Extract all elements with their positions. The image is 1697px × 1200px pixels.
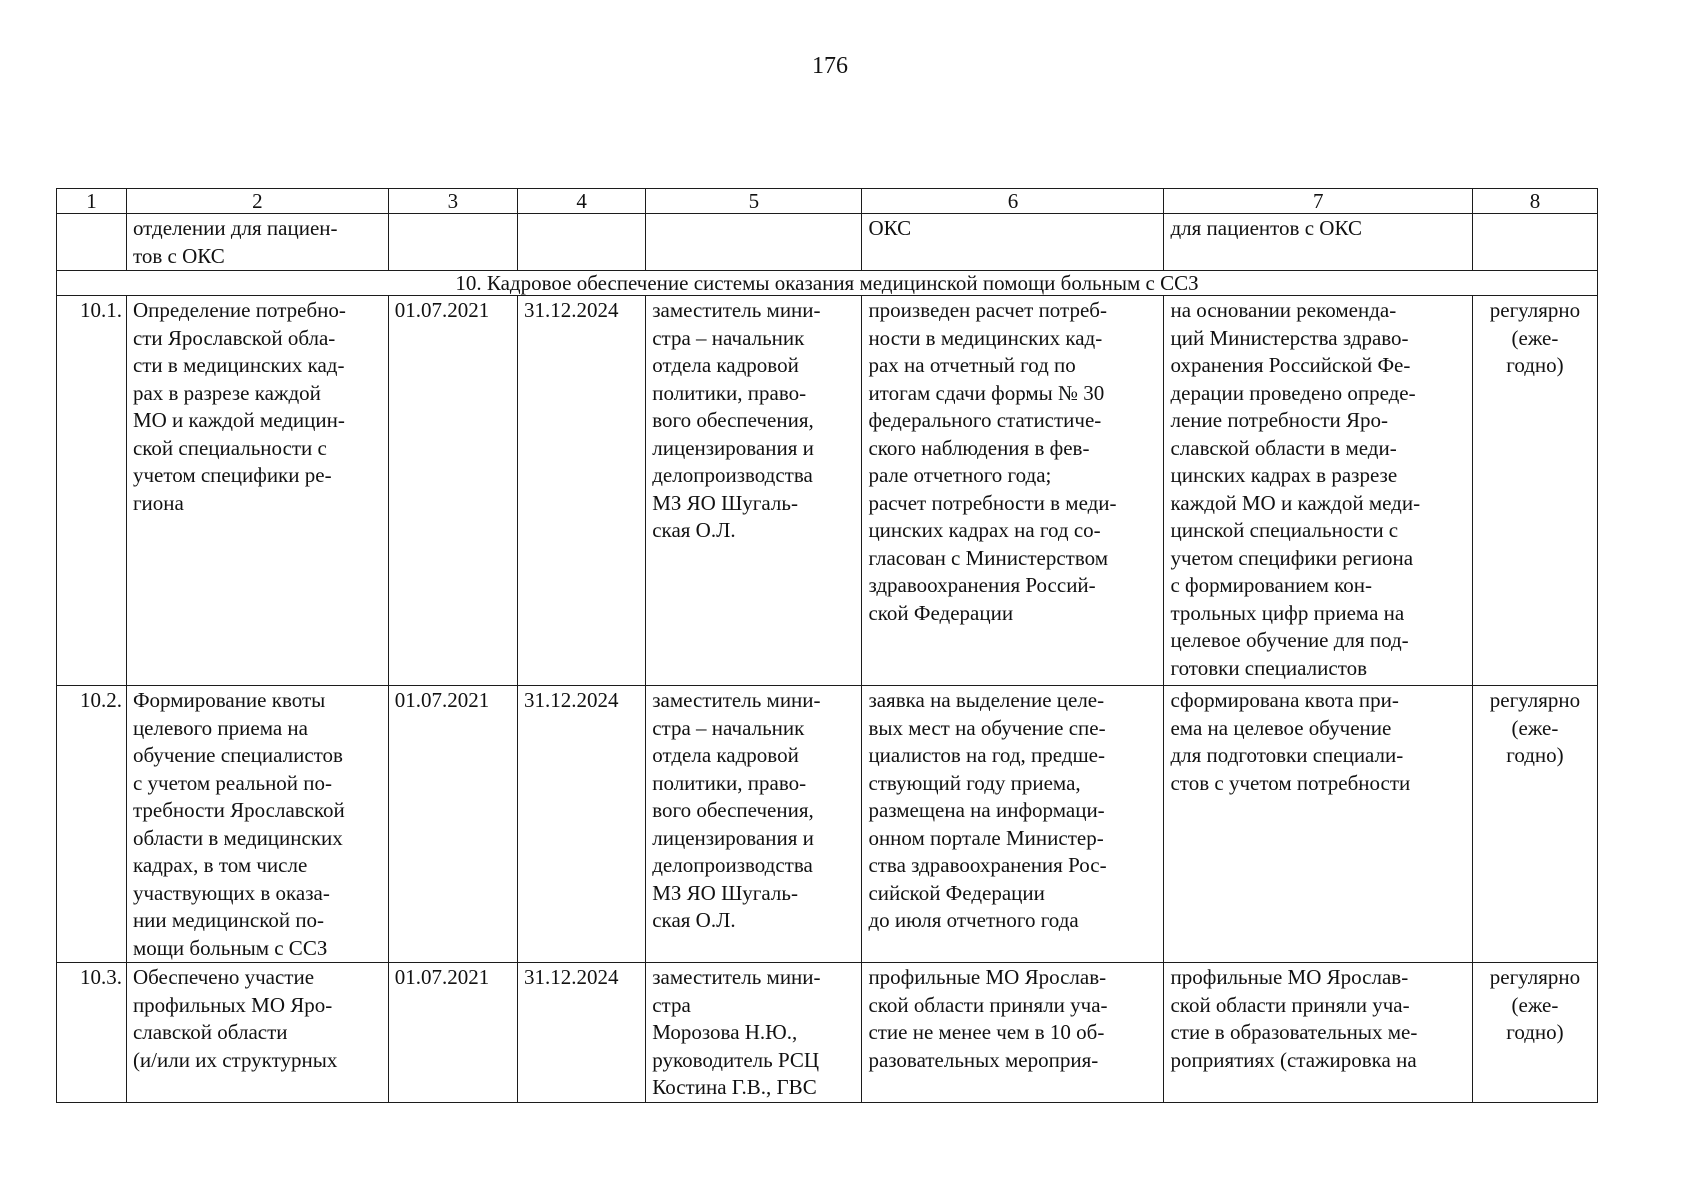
indicator-description: на основании рекоменда- ций Министерства здраво- охранения Российской Фе- дерации проведено опреде- ление потребности Яро- славской области в меди- цинских кадрах в разрезе каждой МО и каждой меди- цинской специальности с учетом специфики региона с формированием кон- трольных цифр приема на целевое обучение для под- готовки специалистов [1164, 296, 1472, 686]
section-title: 10. Кадровое обеспечение системы оказания медицинской помощи больным с ССЗ [57, 271, 1598, 296]
table-cell: ОКС [862, 214, 1164, 271]
column-number-header: 2 [126, 189, 388, 214]
result-description: заявка на выделение целе- вых мест на обучение спе- циалистов на год, предше- ствующий году приема, размещена на информаци- онном портале Министер- ства здравоохранения Рос- сийской Федерации до июля отчетного года [862, 686, 1164, 963]
result-description: произведен расчет потреб- ности в медицинских кад- рах на отчетный год по итогам сдачи формы № 30 федерального статистиче- ского наблюдения в фев- рале отчетного года; расчет потребности в меди- цинских кадрах на год со- гласован с Министерством здравоохранения Россий- ской Федерации [862, 296, 1164, 686]
table-cell [646, 214, 862, 271]
start-date: 01.07.2021 [388, 296, 517, 686]
column-number-header: 5 [646, 189, 862, 214]
table-cell: отделении для пациен- тов с ОКС [126, 214, 388, 271]
page-number: 176 [812, 53, 848, 79]
row-number: 10.1. [57, 296, 127, 686]
indicator-description: сформирована квота при- ема на целевое обучение для подготовки специали- стов с учетом потребности [1164, 686, 1472, 963]
column-number-header: 8 [1472, 189, 1597, 214]
column-number-header: 4 [518, 189, 646, 214]
start-date: 01.07.2021 [388, 686, 517, 963]
table-cell: для пациентов с ОКС [1164, 214, 1472, 271]
table-cell [1472, 214, 1597, 271]
table-row [57, 296, 1598, 686]
column-number-header: 6 [862, 189, 1164, 214]
row-number: 10.2. [57, 686, 127, 963]
row-number: 10.3. [57, 963, 127, 1103]
indicator-description: профильные МО Ярослав- ской области приняли уча- стие в образовательных ме- роприятиях (стажировка на [1164, 963, 1472, 1103]
result-description: профильные МО Ярослав- ской области приняли уча- стие не менее чем в 10 об- разовательных мероприя- [862, 963, 1164, 1103]
measure-name: Формирование квоты целевого приема на обучение специалистов с учетом реальной по- требности Ярославской области в медицинских кадрах, в том числе участвующих в оказа- нии медицинской по- мощи больным с ССЗ [126, 686, 388, 963]
responsible-person: заместитель мини- стра Морозова Н.Ю., руководитель РСЦ Костина Г.В., ГВС [646, 963, 862, 1103]
column-number-row [57, 189, 1598, 214]
table-row [57, 686, 1598, 963]
table-cell [518, 214, 646, 271]
column-number-header: 1 [57, 189, 127, 214]
measure-name: Определение потребно- сти Ярославской обла- сти в медицинских кад- рах в разрезе каждой МО и каждой медицин- ской специальности с учетом специфики ре- гиона [126, 296, 388, 686]
frequency: регулярно (еже- годно) [1472, 296, 1597, 686]
frequency: регулярно (еже- годно) [1472, 686, 1597, 963]
table-cell [57, 214, 127, 271]
end-date: 31.12.2024 [518, 686, 646, 963]
end-date: 31.12.2024 [518, 963, 646, 1103]
column-number-header: 3 [388, 189, 517, 214]
frequency: регулярно (еже- годно) [1472, 963, 1597, 1103]
responsible-person: заместитель мини- стра – начальник отдела кадровой политики, право- вого обеспечения, лицензирования и делопроизводства МЗ ЯО Шугаль- ская О.Л. [646, 296, 862, 686]
end-date: 31.12.2024 [518, 296, 646, 686]
table-cell [388, 214, 517, 271]
continuation-row [57, 214, 1598, 271]
measure-name: Обеспечено участие профильных МО Яро- славской области (и/или их структурных [126, 963, 388, 1103]
measures-table [56, 188, 1598, 1103]
table-row [57, 963, 1598, 1103]
column-number-header: 7 [1164, 189, 1472, 214]
section-row [57, 271, 1598, 296]
responsible-person: заместитель мини- стра – начальник отдела кадровой политики, право- вого обеспечения, лицензирования и делопроизводства МЗ ЯО Шугаль- ская О.Л. [646, 686, 862, 963]
start-date: 01.07.2021 [388, 963, 517, 1103]
